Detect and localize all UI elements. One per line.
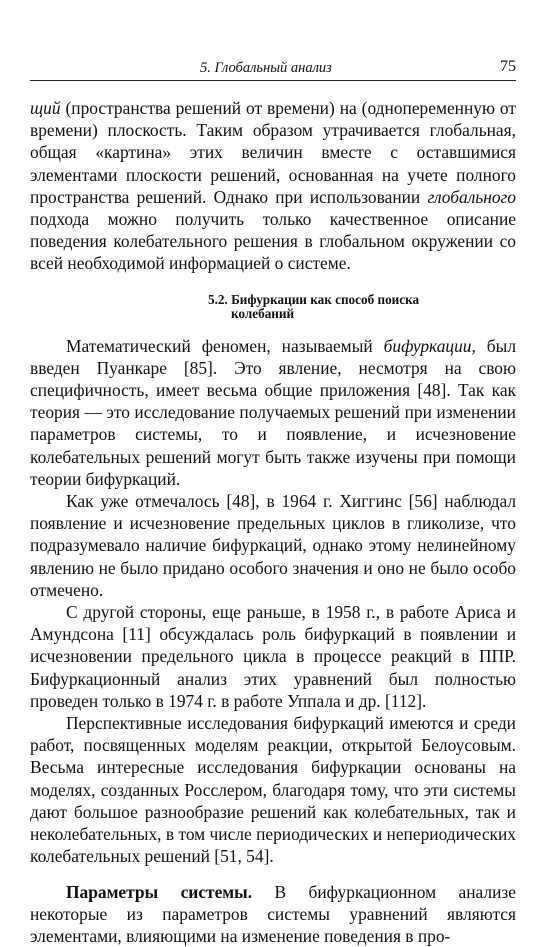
page-number: 75 (500, 58, 516, 76)
running-title: 5. Глобальный анализ (200, 60, 332, 77)
run-in-heading: Параметры системы. (66, 882, 252, 902)
paragraph-text: (пространства решений от времени) на (однопеременную от времени) плоскость. Таким образом утрачивается глобальная, общая «картина» этих величин вместе с оставшимися элементами плоскости решений, основанная на учете полного пространства решений. Однако при использовании (30, 98, 516, 207)
paragraph-text: был введен Пуанкаре [85]. Это явление, несмотря на свою специфичность, имеет весьма общие приложения [48]. Так как теория — это исследование получаемых решений при изменении параметров системы, то и появление, и исчезновение колебательных решений могут быть также изучены при помощи теории бифуркаций. (30, 336, 516, 489)
paragraph-bifurcation-intro (30, 335, 516, 490)
paragraph-belousov: Перспективные исследования бифуркаций имеются и среди работ, посвященных моделям реакции, открытой Белоусовым. Весьма интересные исследования бифуркации основаны на моделях, созданных Росслером, благодаря тому, что эти системы дают большое разнообразие решений как колебательных, так и неколебательных, в том числе периодических и непериодических колебательных решений [51, 54]. (30, 712, 516, 867)
emphasis-global: глобального (427, 187, 516, 207)
book-page (30, 54, 516, 947)
emphasis-bifurcation: бифуркации, (384, 336, 476, 356)
section-heading-line1: 5.2. Бифуркации как способ поиска (208, 292, 419, 307)
paragraph-gap (30, 868, 516, 881)
paragraph-continued (30, 97, 516, 275)
paragraph-text: Математический феномен, называемый (66, 336, 384, 356)
section-heading (208, 293, 516, 321)
word-fragment: щий (30, 98, 61, 118)
paragraph-system-parameters (30, 881, 516, 947)
body-text (30, 97, 516, 947)
paragraph-text: подхода можно получить только качественное описание поведения колебательного решения в глобальном окружении со всей необходимой информацией о системе. (30, 209, 516, 273)
paragraph-text: В бифуркационном анализе некоторые из параметров системы уравнений являются элементами, влияющими на изменение поведения в про- (30, 882, 516, 946)
paragraph-higgins: Как уже отмечалось [48], в 1964 г. Хиггинс [56] наблюдал появление и исчезновение предельных циклов в гликолизе, что подразумевало наличие бифуркаций, однако этому нелинейному явлению не было придано особого значения и оно не было особо отмечено. (30, 490, 516, 601)
running-header (30, 54, 516, 81)
paragraph-aris-amundson: С другой стороны, еще раньше, в 1958 г., в работе Ариса и Амундсона [11] обсуждалась роль бифуркаций в появлении и исчезновении предельного цикла в процессе реакций в ППР. Бифуркационный анализ этих уравнений был полностью проведен только в 1974 г. в работе Уппала и др. [112]. (30, 601, 516, 712)
section-heading-line2: колебаний (208, 307, 516, 321)
